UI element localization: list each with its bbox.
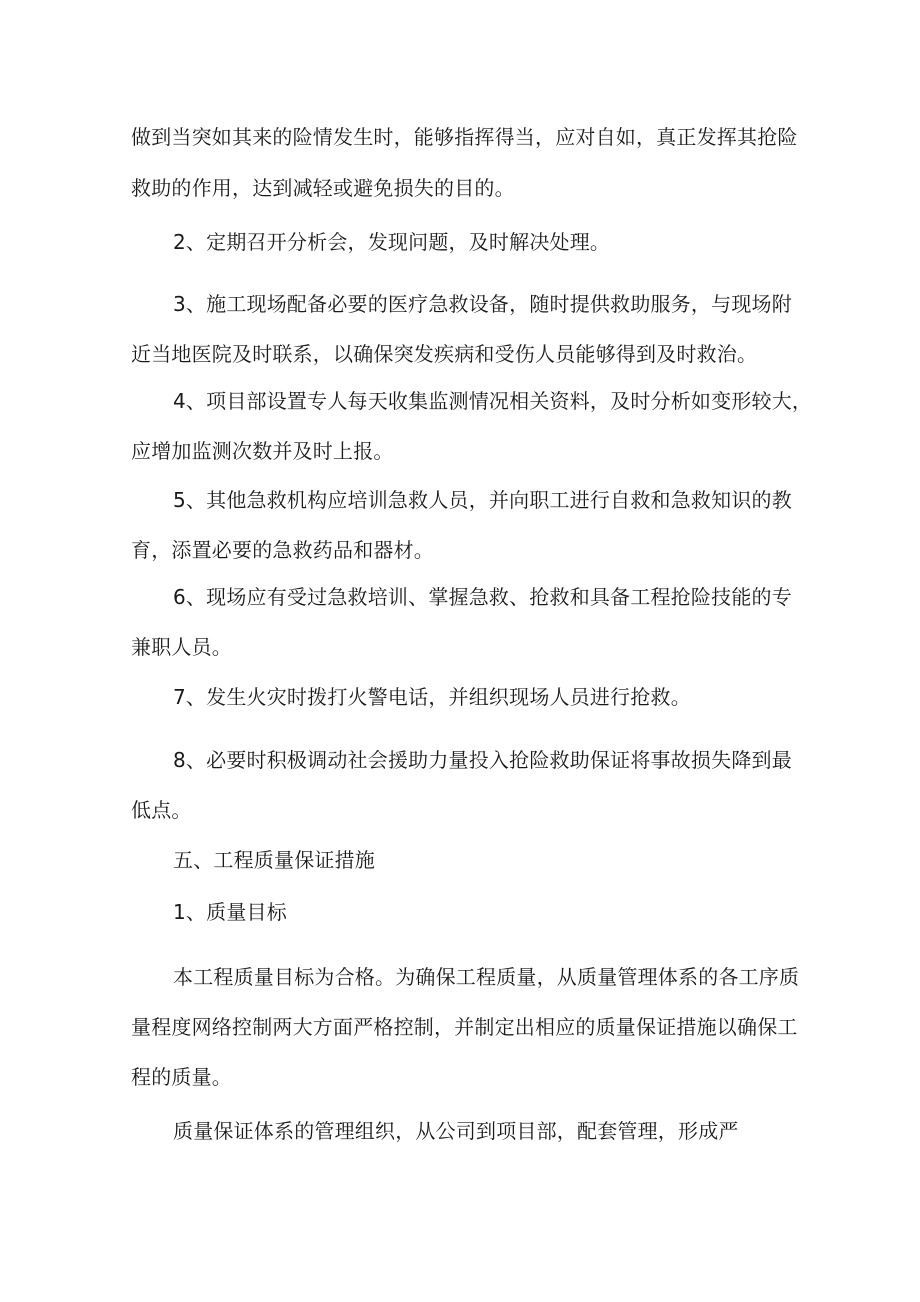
- text-line: 救助的作用，达到减轻或避免损失的目的。: [131, 176, 515, 200]
- text-line: 8、必要时积极调动社会援助力量投入抢险救助保证将事故损失降到最: [173, 748, 792, 772]
- text-line: 做到当突如其来的险情发生时，能够指挥得当，应对自如，真正发挥其抢险: [131, 125, 798, 149]
- text-line: 6、现场应有受过急救培训、掌握急救、抢救和具备工程抢险技能的专: [173, 585, 792, 609]
- text-line: 兼职人员。: [131, 635, 232, 659]
- subsection-heading: 1、质量目标: [173, 900, 287, 924]
- text-line: 4、项目部设置专人每天收集监测情况相关资料，及时分析如变形较大，: [173, 389, 813, 413]
- text-line: 质量保证体系的管理组织，从公司到项目部，配套管理，形成严: [173, 1119, 739, 1143]
- text-line: 5、其他急救机构应培训急救人员，并向职工进行自救和急救知识的教: [173, 488, 792, 512]
- text-line: 3、施工现场配备必要的医疗急救设备，随时提供救助服务，与现场附: [173, 292, 792, 316]
- section-heading: 五、工程质量保证措施: [173, 848, 375, 872]
- text-line: 本工程质量目标为合格。为确保工程质量，从质量管理体系的各工序质: [173, 965, 800, 989]
- text-line: 7、发生火灾时拨打火警电话，并组织现场人员进行抢救。: [173, 685, 691, 709]
- text-line: 程的质量。: [131, 1065, 232, 1089]
- text-line: 2、定期召开分析会，发现问题，及时解决处理。: [173, 230, 611, 254]
- text-line: 应增加监测次数并及时上报。: [131, 439, 394, 463]
- text-line: 量程度网络控制两大方面严格控制，并制定出相应的质量保证措施以确保工: [131, 1015, 798, 1039]
- text-line: 育，添置必要的急救药品和器材。: [131, 538, 434, 562]
- text-line: 近当地医院及时联系，以确保突发疾病和受伤人员能够得到及时救治。: [131, 342, 758, 366]
- text-line: 低点。: [131, 798, 192, 822]
